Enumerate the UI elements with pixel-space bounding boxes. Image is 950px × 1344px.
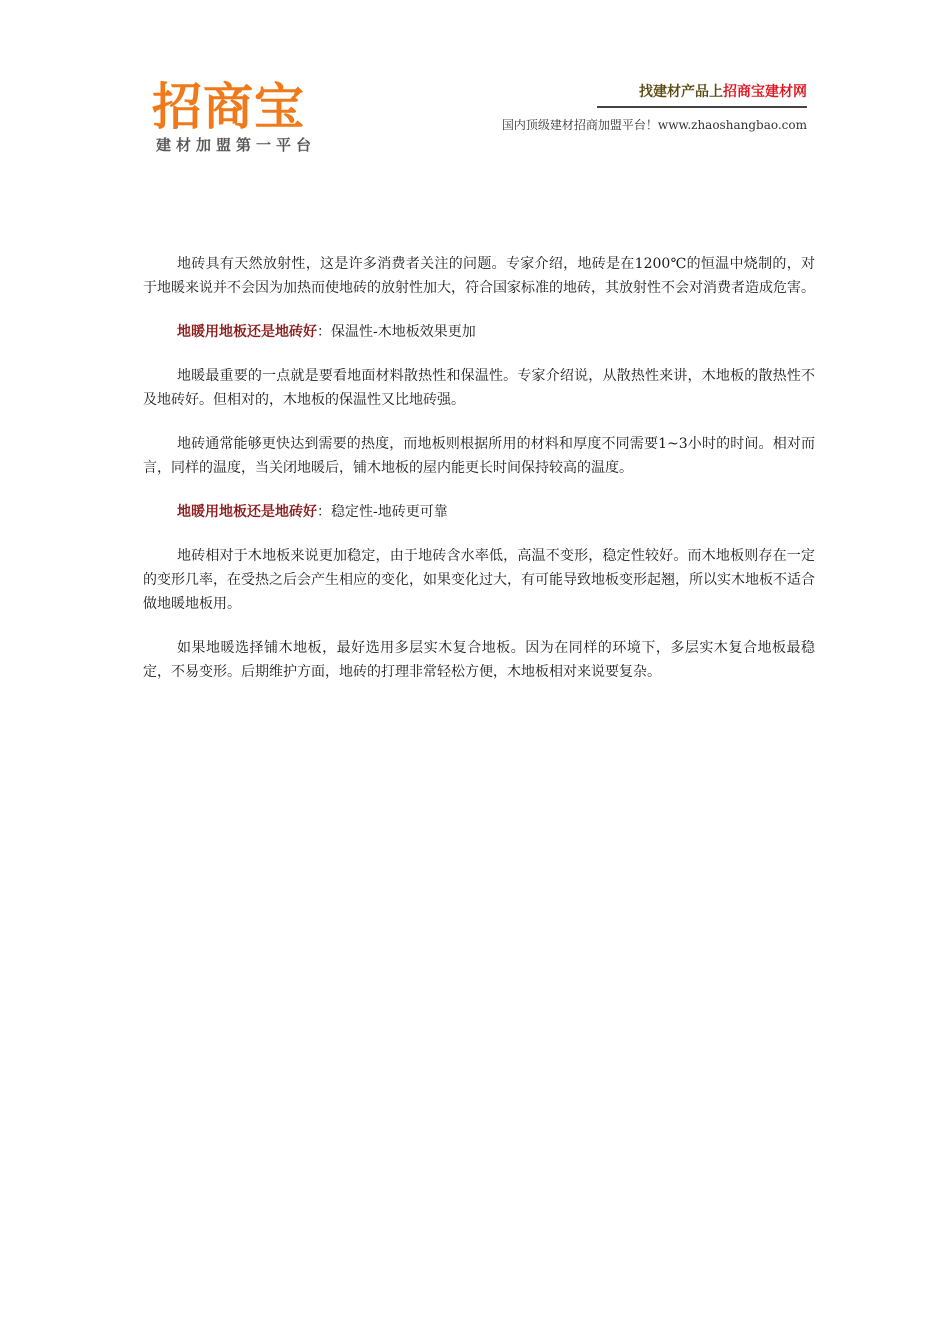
heading-accent: 地暖用地板还是地砖好 <box>177 504 317 520</box>
page-header <box>0 0 950 180</box>
header-divider <box>597 106 807 108</box>
logo-tagline: 建材加盟第一平台 <box>156 136 317 154</box>
paragraph-recommendation: 如果地暖选择铺木地板，最好选用多层实木复合地板。因为在同样的环境下，多层实木复合地板最稳定，不易变形。后期维护方面，地砖的打理非常轻松方便，木地板相对来说要复杂。 <box>143 640 815 680</box>
platform-url-link[interactable]: www.zhaoshangbao.com <box>657 118 807 132</box>
header-slogan-block <box>387 82 807 134</box>
heading-rest: ：保温性-木地板效果更加 <box>317 324 476 340</box>
zhaoshangbao-logo[interactable] <box>152 80 320 158</box>
slogan-brand-link[interactable]: 招商宝建材网 <box>723 84 807 100</box>
logo-wordmark: 招商宝 <box>152 78 305 136</box>
heading-accent: 地暖用地板还是地砖好 <box>177 324 317 340</box>
header-platform-line <box>387 116 807 134</box>
paragraph-heat-dissipation: 地暖最重要的一点就是要看地面材料散热性和保温性。专家介绍说，从散热性来讲，木地板的散热性不及地砖好。但相对的，木地板的保温性又比地砖强。 <box>143 368 815 408</box>
article-body <box>143 252 815 704</box>
paragraph-radiation: 地砖具有天然放射性，这是许多消费者关注的问题。专家介绍，地砖是在1200℃的恒温中烧制的，对于地暖来说并不会因为加热而使地砖的放射性加大，符合国家标准的地砖，其放射性不会对消费者造成危害。 <box>143 256 815 296</box>
slogan-prefix: 找建材产品上 <box>639 84 723 100</box>
heading-rest: ：稳定性-地砖更可靠 <box>317 504 448 520</box>
section-heading-stability <box>143 500 815 524</box>
platform-text: 国内顶级建材招商加盟平台！ <box>501 118 658 132</box>
paragraph-stability: 地砖相对于木地板来说更加稳定，由于地砖含水率低，高温不变形，稳定性较好。而木地板则存在一定的变形几率，在受热之后会产生相应的变化，如果变化过大，有可能导致地板变形起翘，所以实木地板不适合做地暖地板用。 <box>143 548 815 612</box>
header-slogan <box>387 82 807 102</box>
paragraph-heating-speed: 地砖通常能够更快达到需要的热度，而地板则根据所用的材料和厚度不同需要1~3小时的时间。相对而言，同样的温度，当关闭地暖后，铺木地板的屋内能更长时间保持较高的温度。 <box>143 436 815 476</box>
section-heading-insulation <box>143 320 815 344</box>
